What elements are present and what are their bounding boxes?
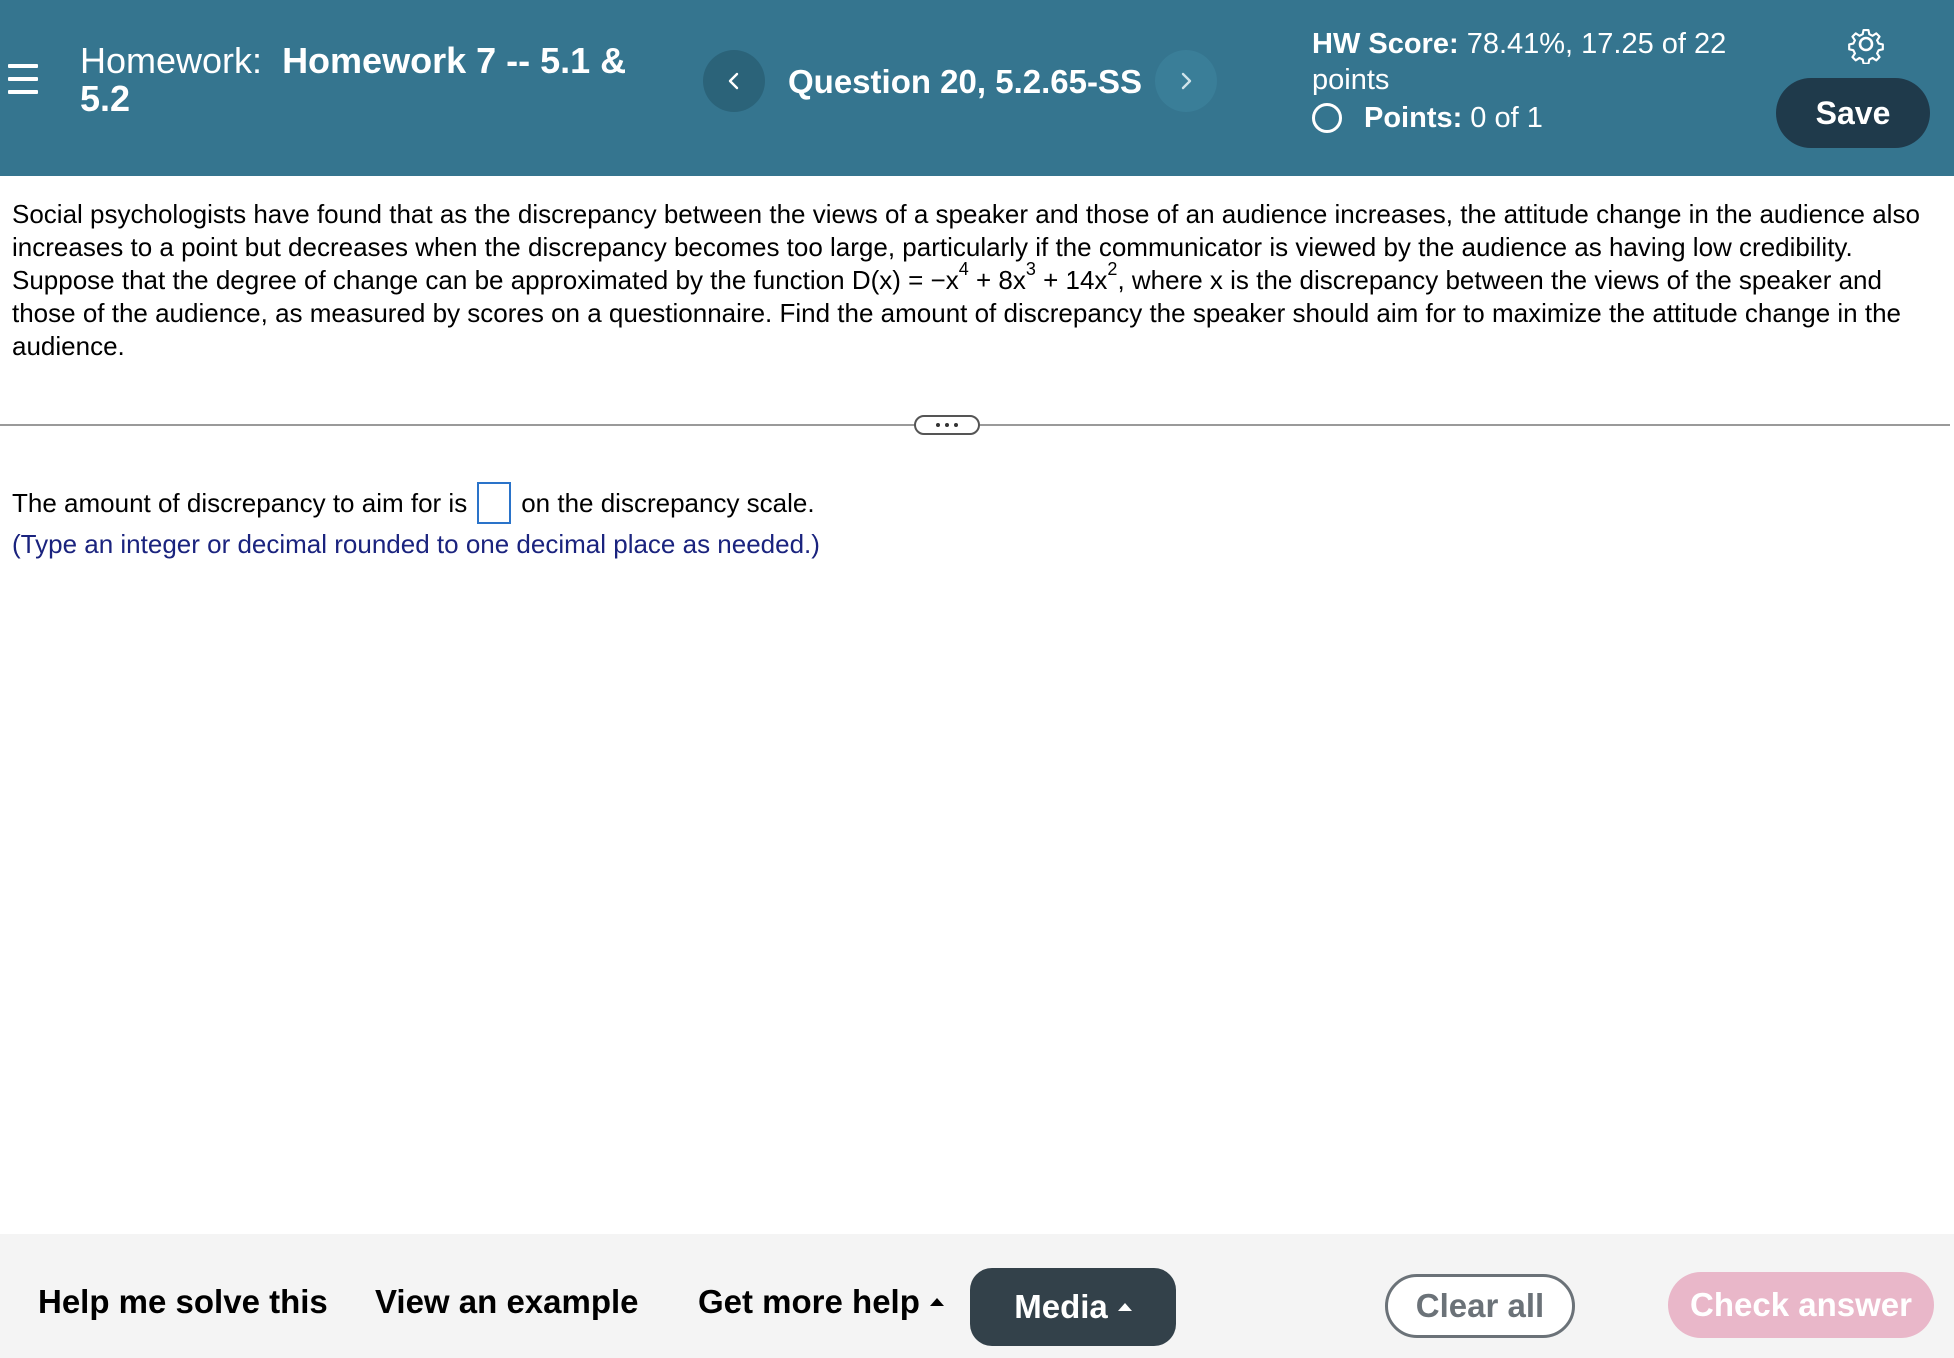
answer-suffix: on the discrepancy scale. xyxy=(521,487,815,518)
view-example-button[interactable] xyxy=(375,1282,639,1322)
media-label: Media xyxy=(1014,1288,1108,1325)
question-text xyxy=(12,198,1942,363)
homework-prefix: Homework: xyxy=(80,40,263,81)
homework-title xyxy=(80,42,680,118)
homework-name-line2: 5.2 xyxy=(80,78,131,119)
divider-handle[interactable] xyxy=(914,415,980,435)
previous-question-button[interactable] xyxy=(703,50,765,112)
points-label: Points: xyxy=(1364,101,1463,134)
header-bar xyxy=(0,0,1954,176)
hw-score-value: 78.41%, 17.25 of 22 xyxy=(1466,28,1727,60)
help-me-solve-label: Help me solve this xyxy=(38,1283,328,1320)
hw-score xyxy=(1312,26,1732,98)
chevron-left-icon xyxy=(723,70,745,92)
answer-input[interactable] xyxy=(477,482,511,524)
question-text-part4: , where x is the discrepancy between the views of the speaker and those of the audience, as measured by scores on a questionnaire. Find the amount of discrepancy the speaker should aim for to maximize the attitude change in the audience. xyxy=(12,265,1901,361)
points-row xyxy=(1312,100,1543,136)
circle-icon xyxy=(1312,103,1342,133)
exponent-2: 2 xyxy=(1107,259,1118,279)
exponent-3: 3 xyxy=(1025,259,1036,279)
clear-all-button[interactable]: Clear all xyxy=(1385,1274,1575,1338)
media-button[interactable] xyxy=(970,1268,1176,1346)
chevron-right-icon xyxy=(1175,70,1197,92)
question-text-part3: + 14x xyxy=(1035,265,1108,295)
view-example-label: View an example xyxy=(375,1283,639,1320)
caret-up-icon xyxy=(1118,1303,1132,1311)
homework-name: Homework 7 -- 5.1 & xyxy=(282,40,627,81)
save-button[interactable]: Save xyxy=(1776,78,1930,148)
footer-bar xyxy=(0,1234,1954,1358)
exponent-4: 4 xyxy=(958,259,969,279)
answer-hint: (Type an integer or decimal rounded to one decimal place as needed.) xyxy=(12,529,820,559)
answer-prefix: The amount of discrepancy to aim for is xyxy=(12,487,468,518)
menu-icon[interactable] xyxy=(8,64,38,94)
gear-icon[interactable] xyxy=(1846,24,1886,64)
points-value: 0 of 1 xyxy=(1470,101,1543,134)
answer-row xyxy=(12,482,815,524)
question-text-part1: Social psychologists have found that as the discrepancy between the views of a speaker and those of an audience increases, the attitude change in the audience also increases to a point but decreases when the discrepancy becomes too large, particularly if the communicator is viewed by the audience as having low credibility. Suppose that the degree of change can be approximated by the function D(x) = −x xyxy=(12,199,1920,295)
question-text-part2: + 8x xyxy=(968,265,1026,295)
next-question-button[interactable] xyxy=(1155,50,1217,112)
hw-score-label: HW Score: xyxy=(1312,28,1459,60)
caret-up-icon xyxy=(930,1298,944,1306)
get-more-help-label: Get more help xyxy=(698,1283,920,1320)
question-label: Question 20, 5.2.65-SS xyxy=(788,63,1142,100)
check-answer-button[interactable]: Check answer xyxy=(1668,1272,1934,1338)
help-me-solve-button[interactable] xyxy=(38,1282,328,1322)
hw-score-value-line2: points xyxy=(1312,64,1390,96)
get-more-help-button[interactable] xyxy=(698,1282,944,1322)
